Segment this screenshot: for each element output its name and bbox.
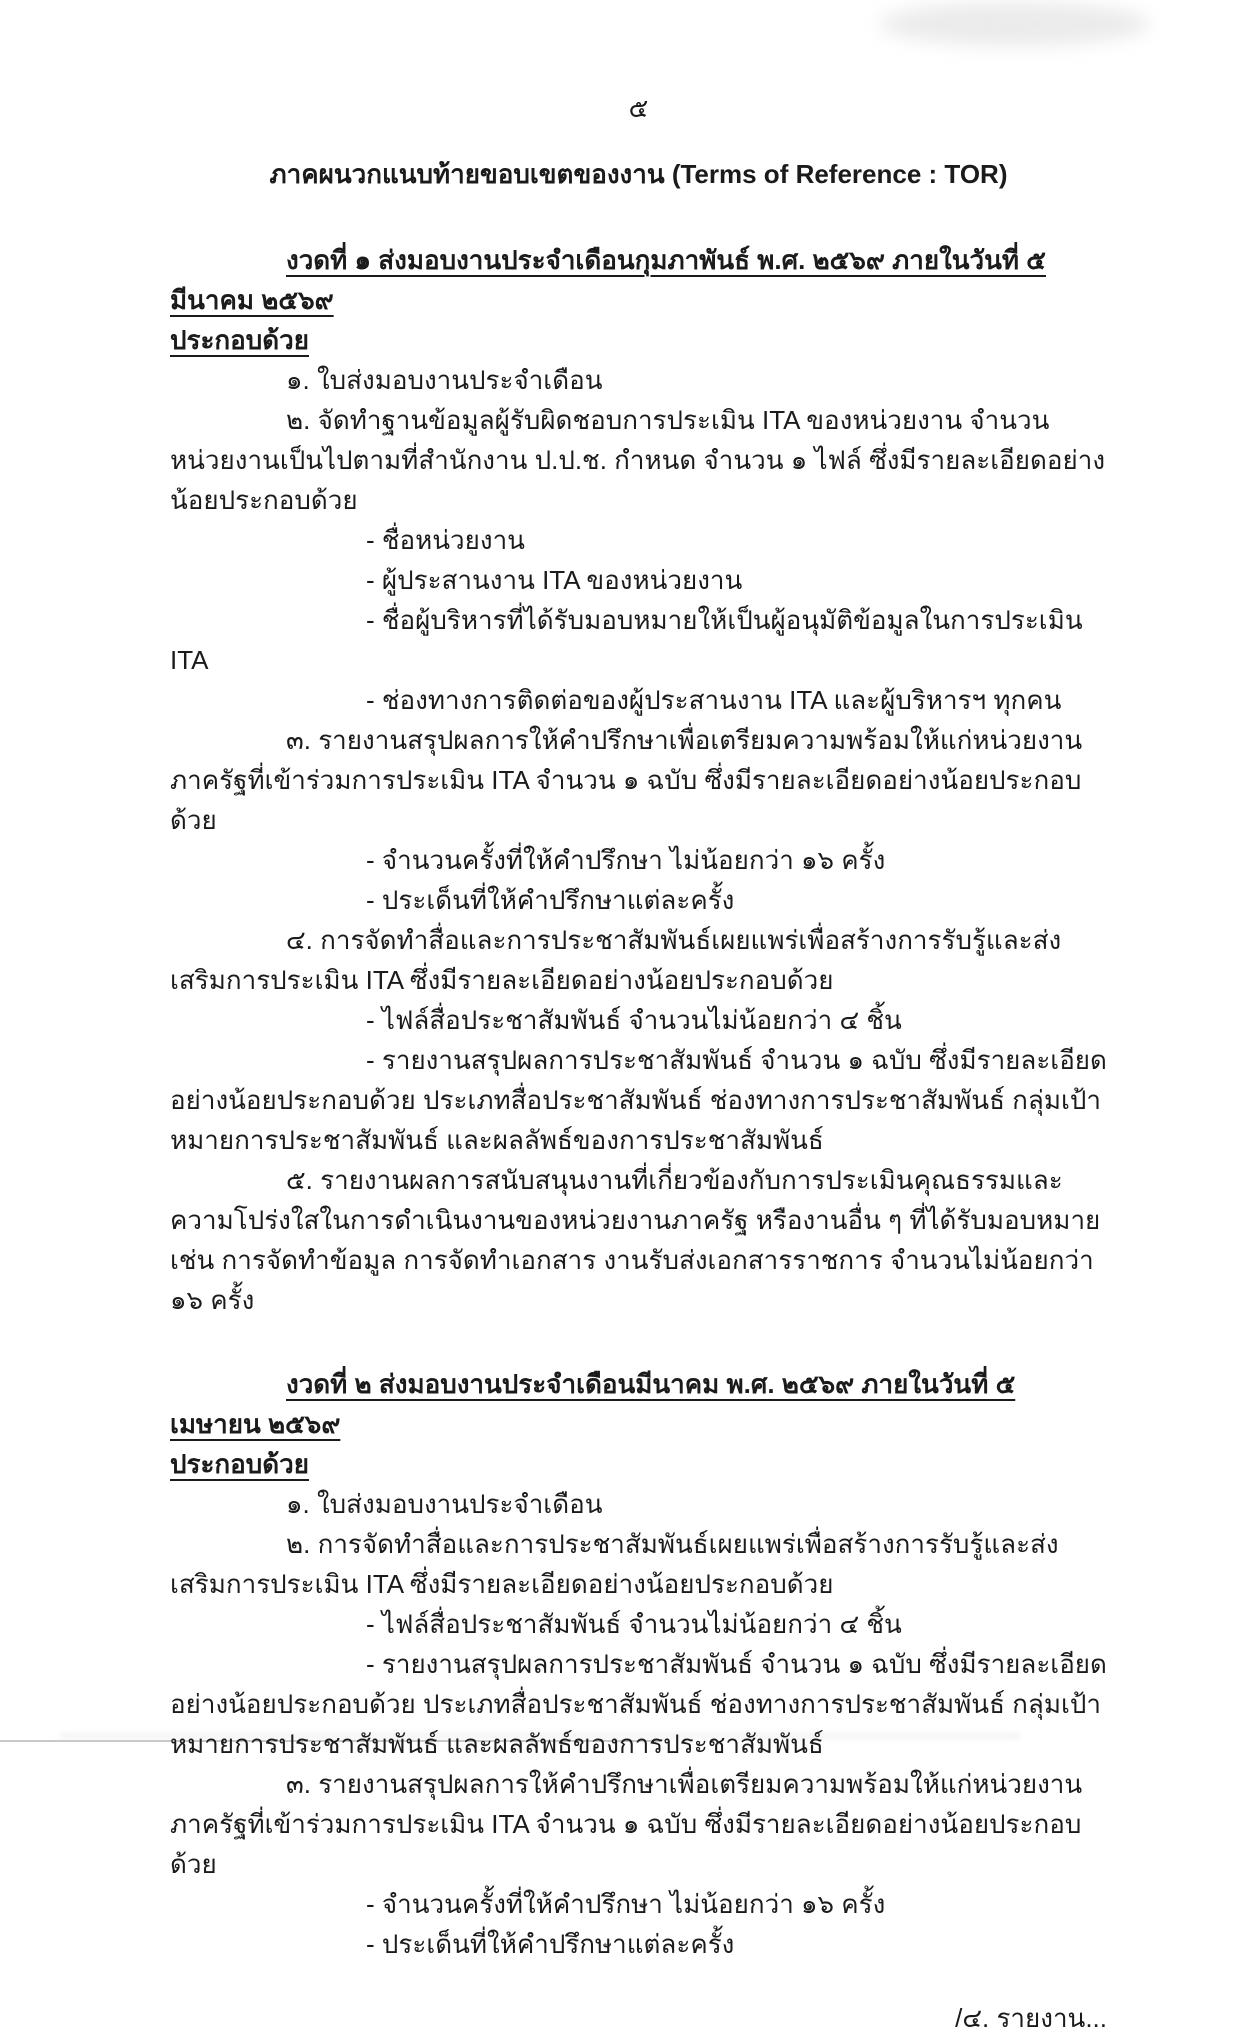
list-item: ๒. การจัดทำสื่อและการประชาสัมพันธ์เผยแพร่เพื่อสร้างการรับรู้และส่งเสริมการประเมิน ITA ซึ่งมีรายละเอียดอย่างน้อยประกอบด้วย [170,1529,1059,1599]
list-subitem: - ผู้ประสานงาน ITA ของหน่วยงาน [366,565,743,595]
section-2-heading-main: งวดที่ ๒ ส่งมอบงานประจำเดือนมีนาคม พ.ศ. ๒๕๖๙ ภายในวันที่ ๕ เมษายน ๒๕๖๙ [170,1369,1016,1439]
list-subitem: - ช่องทางการติดต่อของผู้ประสานงาน ITA และผู้บริหารฯ ทุกคน [366,685,1062,715]
section-1-heading [170,240,1107,360]
list-item: ๒. จัดทำฐานข้อมูลผู้รับผิดชอบการประเมิน ITA ของหน่วยงาน จำนวนหน่วยงานเป็นไปตามที่สำนักงาน ป.ป.ช. กำหนด จำนวน ๑ ไฟล์ ซึ่งมีรายละเอียดอย่างน้อยประกอบด้วย [170,405,1106,515]
list-item: ๓. รายงานสรุปผลการให้คำปรึกษาเพื่อเตรียมความพร้อมให้แก่หน่วยงานภาครัฐที่เข้าร่วมการประเมิน ITA จำนวน ๑ ฉบับ ซึ่งมีรายละเอียดอย่างน้อยประกอบด้วย [170,1769,1083,1879]
page-content [170,88,1107,2038]
list-item: ๑. ใบส่งมอบงานประจำเดือน [286,1489,603,1519]
list-subitem: - ชื่อผู้บริหารที่ได้รับมอบหมายให้เป็นผู้อนุมัติข้อมูลในการประเมิน ITA [170,605,1083,675]
list-subitem: - รายงานสรุปผลการประชาสัมพันธ์ จำนวน ๑ ฉบับ ซึ่งมีรายละเอียดอย่างน้อยประกอบด้วย ประเภทสื่อประชาสัมพันธ์ ช่องทางการประชาสัมพันธ์ กลุ่มเป้าหมายการประชาสัมพันธ์ และผลลัพธ์ของการประชาสัมพันธ์ [170,1045,1107,1155]
delivery-section-2 [170,1364,1107,1964]
list-item: ๔. การจัดทำสื่อและการประชาสัมพันธ์เผยแพร่เพื่อสร้างการรับรู้และส่งเสริมการประเมิน ITA ซึ่งมีรายละเอียดอย่างน้อยประกอบด้วย [170,925,1062,995]
list-subitem: - ไฟล์สื่อประชาสัมพันธ์ จำนวนไม่น้อยกว่า ๔ ชิ้น [366,1609,902,1639]
section-2-heading [170,1364,1107,1484]
section-2-heading-tail: ประกอบด้วย [170,1449,310,1479]
list-subitem: - ไฟล์สื่อประชาสัมพันธ์ จำนวนไม่น้อยกว่า ๔ ชิ้น [366,1005,902,1035]
page-continuation-mark: /๔. รายงาน... [955,2003,1107,2033]
list-item: ๑. ใบส่งมอบงานประจำเดือน [286,365,603,395]
document-title: ภาคผนวกแนบท้ายขอบเขตของงาน (Terms of Reference : TOR) [269,159,1008,189]
list-subitem: - รายงานสรุปผลการประชาสัมพันธ์ จำนวน ๑ ฉบับ ซึ่งมีรายละเอียดอย่างน้อยประกอบด้วย ประเภทสื่อประชาสัมพันธ์ ช่องทางการประชาสัมพันธ์ กลุ่มเป้าหมายการประชาสัมพันธ์ และผลลัพธ์ของการประชาสัมพันธ์ [170,1649,1107,1759]
list-subitem: - จำนวนครั้งที่ให้คำปรึกษา ไม่น้อยกว่า ๑๖ ครั้ง [366,845,886,875]
scan-smudge-artifact [880,2,1150,46]
list-item: ๕. รายงานผลการสนับสนุนงานที่เกี่ยวข้องกับการประเมินคุณธรรมและความโปร่งใสในการดำเนินงานของหน่วยงานภาครัฐ หรืองานอื่น ๆ ที่ได้รับมอบหมาย เช่น การจัดทำข้อมูล การจัดทำเอกสาร งานรับส่งเอกสารราชการ จำนวนไม่น้อยกว่า ๑๖ ครั้ง [170,1165,1101,1315]
list-subitem: - จำนวนครั้งที่ให้คำปรึกษา ไม่น้อยกว่า ๑๖ ครั้ง [366,1889,886,1919]
section-1-heading-tail: ประกอบด้วย [170,325,310,355]
list-item: ๓. รายงานสรุปผลการให้คำปรึกษาเพื่อเตรียมความพร้อมให้แก่หน่วยงานภาครัฐที่เข้าร่วมการประเมิน ITA จำนวน ๑ ฉบับ ซึ่งมีรายละเอียดอย่างน้อยประกอบด้วย [170,725,1083,835]
list-subitem: - ชื่อหน่วยงาน [366,525,525,555]
page-number: ๕ [628,93,649,123]
list-subitem: - ประเด็นที่ให้คำปรึกษาแต่ละครั้ง [366,885,735,915]
delivery-section-1 [170,240,1107,1320]
list-subitem: - ประเด็นที่ให้คำปรึกษาแต่ละครั้ง [366,1929,735,1959]
section-1-heading-main: งวดที่ ๑ ส่งมอบงานประจำเดือนกุมภาพันธ์ พ.ศ. ๒๕๖๙ ภายในวันที่ ๕ มีนาคม ๒๕๖๙ [170,245,1046,315]
